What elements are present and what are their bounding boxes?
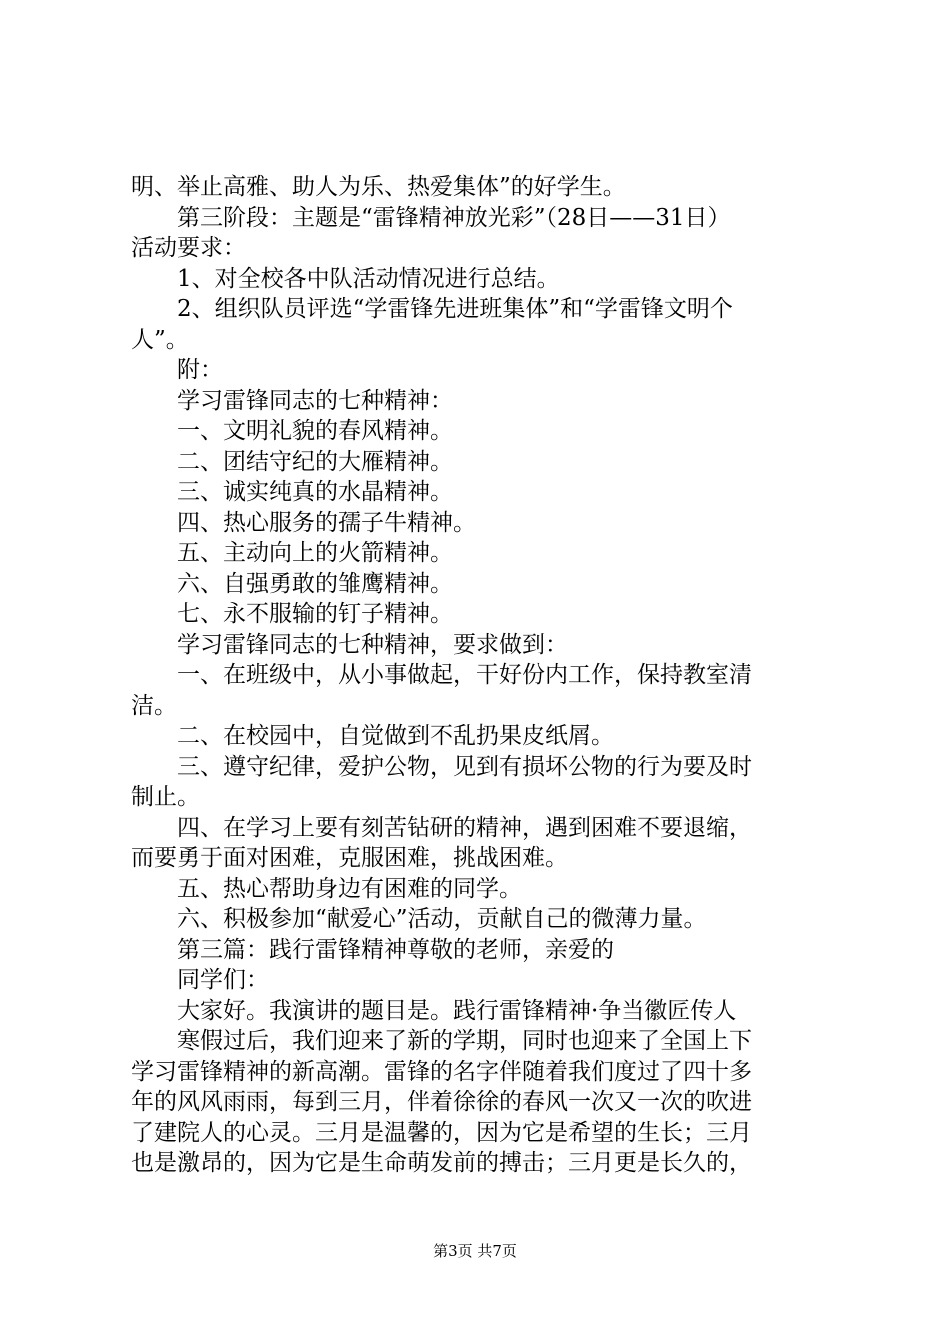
text-line: 洁。 bbox=[131, 692, 177, 719]
text-line: 大家好。我演讲的题目是。践行雷锋精神·争当徽匠传人 bbox=[177, 997, 737, 1024]
text-line: 1、对全校各中队活动情况进行总结。 bbox=[177, 265, 560, 292]
text-line: 三、诚实纯真的水晶精神。 bbox=[177, 479, 453, 505]
text-line: 二、团结守纪的大雁精神。 bbox=[177, 448, 453, 475]
text-line: 一、在班级中，从小事做起，干好份内工作，保持教室清 bbox=[177, 662, 752, 688]
text-line: 学习雷锋同志的七种精神，要求做到： bbox=[177, 631, 568, 658]
text-line: 而要勇于面对困难，克服困难，挑战困难。 bbox=[131, 845, 568, 871]
text-line: 第三阶段：主题是“雷锋精神放光彩”（28日——31日） bbox=[177, 204, 731, 231]
text-line: 一、文明礼貌的春风精神。 bbox=[177, 418, 453, 444]
text-line: 制止。 bbox=[131, 784, 200, 810]
text-line: 人”。 bbox=[131, 326, 189, 353]
text-line: 同学们： bbox=[177, 967, 269, 993]
page-footer: 第3页 共7页 bbox=[433, 1242, 517, 1260]
text-line: 第三篇：践行雷锋精神尊敬的老师，亲爱的 bbox=[177, 936, 614, 963]
text-line: 也是激昂的，因为它是生命萌发前的搏击；三月更是长久的， bbox=[131, 1150, 752, 1176]
text-line: 学习雷锋精神的新高潮。雷锋的名字伴随着我们度过了四十多 bbox=[131, 1058, 752, 1085]
text-line: 三、遵守纪律，爱护公物，见到有损坏公物的行为要及时 bbox=[177, 753, 752, 780]
text-line: 六、积极参加“献爱心”活动，贡献自己的微薄力量。 bbox=[177, 906, 707, 932]
text-line: 七、永不服输的钉子精神。 bbox=[177, 601, 453, 627]
text-line: 年的风风雨雨，每到三月，伴着徐徐的春风一次又一次的吹进 bbox=[131, 1089, 752, 1115]
text-line: 2、组织队员评选“学雷锋先进班集体”和“学雷锋文明个 bbox=[177, 296, 733, 322]
text-line: 五、主动向上的火箭精神。 bbox=[177, 540, 453, 566]
text-line: 六、自强勇敢的雏鹰精神。 bbox=[177, 570, 453, 597]
text-line: 五、热心帮助身边有困难的同学。 bbox=[177, 875, 522, 902]
text-line: 四、在学习上要有刻苦钻研的精神，遇到困难不要退缩， bbox=[177, 814, 752, 841]
text-line: 二、在校园中，自觉做到不乱扔果皮纸屑。 bbox=[177, 723, 614, 749]
document-body bbox=[131, 172, 831, 1179]
text-line: 活动要求： bbox=[131, 235, 246, 261]
text-line: 学习雷锋同志的七种精神： bbox=[177, 387, 453, 414]
text-line: 附： bbox=[177, 357, 223, 383]
text-line: 了建院人的心灵。三月是温馨的，因为它是希望的生长；三月 bbox=[131, 1119, 752, 1146]
text-line: 明、举止高雅、助人为乐、热爱集体”的好学生。 bbox=[131, 174, 626, 200]
text-line: 寒假过后，我们迎来了新的学期，同时也迎来了全国上下 bbox=[177, 1028, 752, 1054]
text-line: 四、热心服务的孺子牛精神。 bbox=[177, 509, 476, 536]
